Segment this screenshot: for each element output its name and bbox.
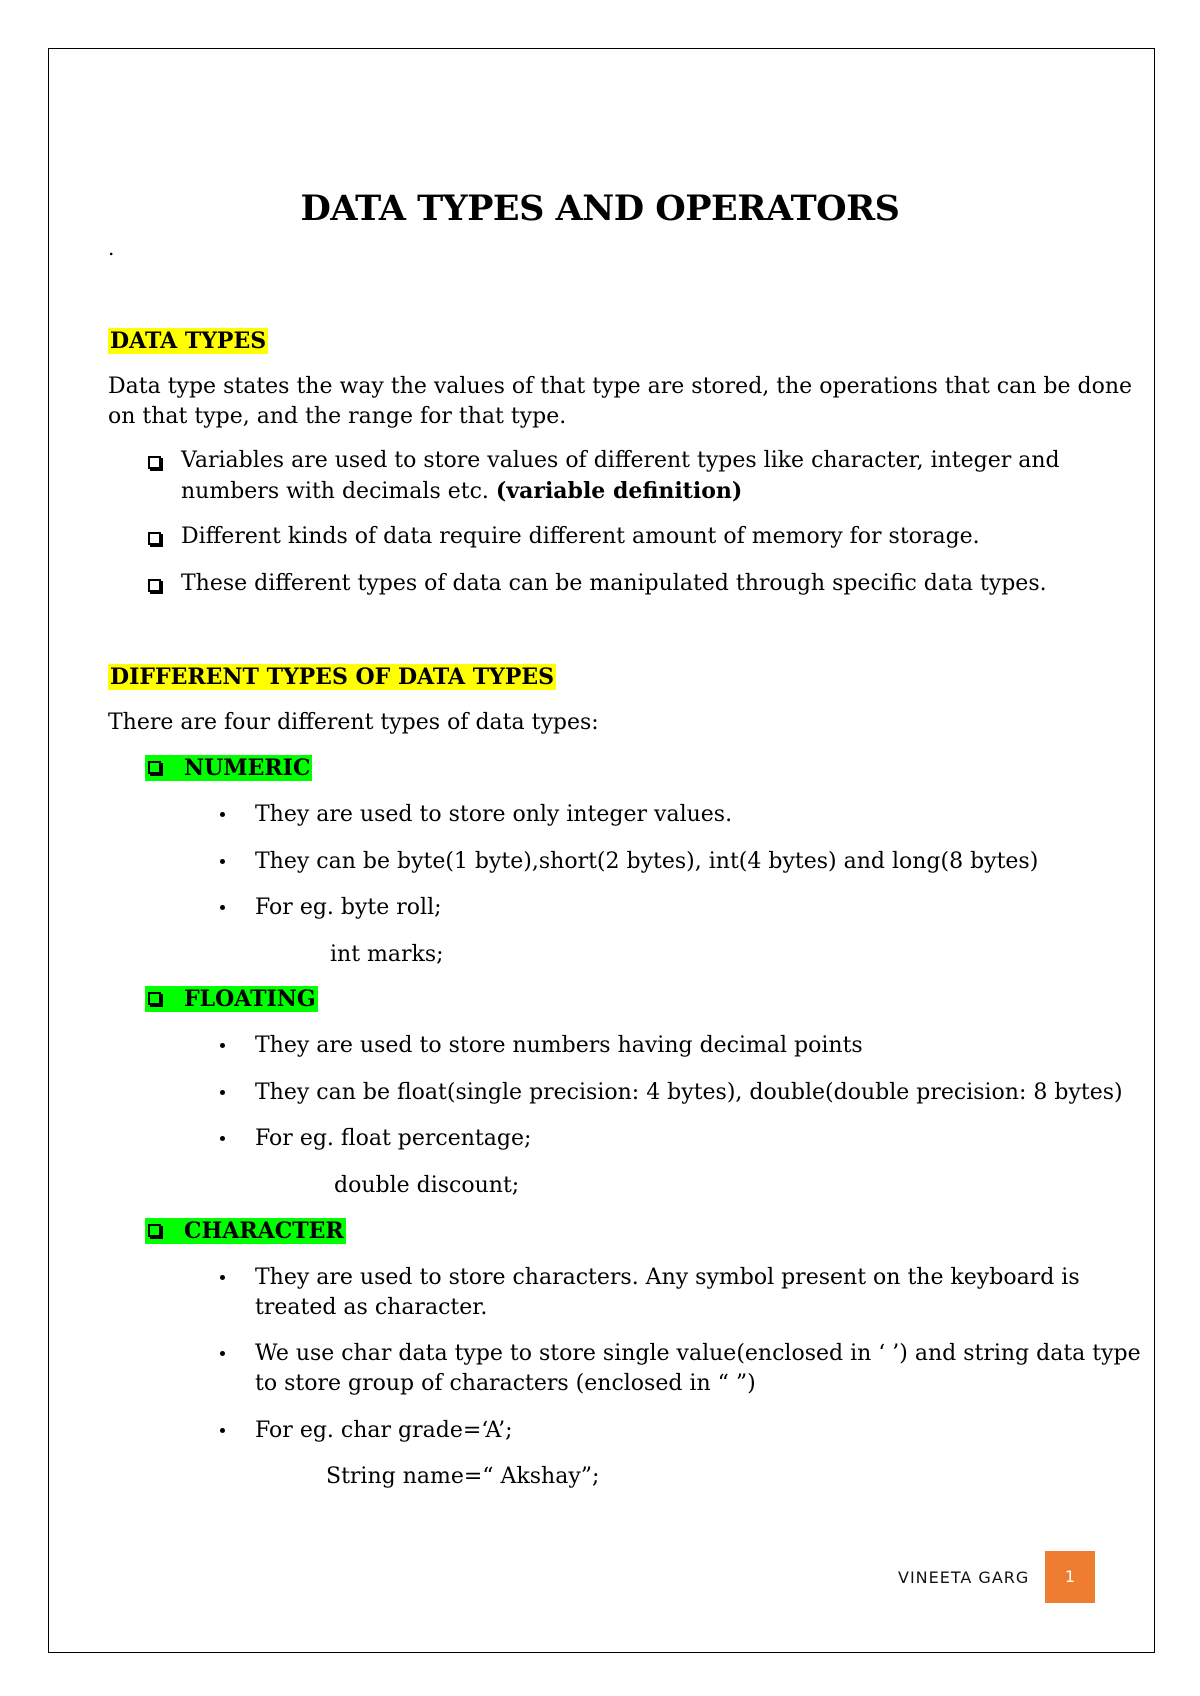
- bullet-dot-icon: [220, 1043, 225, 1048]
- bullet-1-text: numbers with decimals etc.: [181, 479, 496, 504]
- bullet-dot-icon: [220, 1428, 225, 1433]
- bullet-1-line-1: Variables are used to store values of different types like character, integer and: [181, 448, 1060, 473]
- bullet-dot-icon: [220, 812, 225, 817]
- intro-line-1: Data type states the way the values of that type are stored, the operations that can be done: [108, 374, 1133, 399]
- floating-item-2: They can be float(single precision: 4 bytes), double(double precision: 8 bytes): [255, 1080, 1123, 1105]
- character-item-1-line-2: treated as character.: [255, 1295, 488, 1320]
- numeric-item-2: They can be byte(1 byte),short(2 bytes), int(4 bytes) and long(8 bytes): [255, 849, 1039, 874]
- bullet-dot-icon: [220, 1351, 225, 1356]
- checkbox-bullet-icon: [148, 578, 161, 597]
- floating-continuation: double discount;: [334, 1173, 520, 1198]
- character-item-2-line-2: to store group of characters (enclosed in “ ”): [255, 1371, 756, 1396]
- section-heading-different-types: [108, 662, 556, 693]
- bullet-1-bold: (variable definition): [495, 478, 743, 504]
- intro-line-2: on that type, and the range for that type.: [108, 404, 567, 429]
- numeric-label: NUMERIC: [145, 753, 312, 784]
- character-continuation: String name=“ Akshay”;: [326, 1464, 600, 1489]
- bullet-dot-icon: [220, 905, 225, 910]
- floating-item-1: They are used to store numbers having decimal points: [255, 1033, 863, 1058]
- section2-intro: There are four different types of data types:: [108, 710, 599, 735]
- bullet-dot-icon: [220, 1090, 225, 1095]
- checkbox-bullet-icon: [148, 761, 161, 774]
- checkbox-bullet-icon: [148, 1224, 161, 1237]
- checkbox-bullet-icon: [148, 455, 161, 474]
- character-label: CHARACTER: [145, 1216, 346, 1247]
- checkbox-bullet-icon: [148, 531, 161, 550]
- numeric-item-1: They are used to store only integer values.: [255, 802, 733, 827]
- stray-mark: .: [108, 236, 115, 260]
- heading-highlight: DIFFERENT TYPES OF DATA TYPES: [110, 664, 555, 690]
- character-item-2-line-1: We use char data type to store single value(enclosed in ‘ ’) and string data type: [255, 1341, 1141, 1366]
- bullet-dot-icon: [220, 1136, 225, 1141]
- checkbox-bullet-icon: [148, 992, 161, 1005]
- page-number-badge: 1: [1045, 1551, 1095, 1603]
- character-item-1-line-1: They are used to store characters. Any symbol present on the keyboard is: [255, 1265, 1080, 1290]
- bullet-dot-icon: [220, 1275, 225, 1280]
- bullet-3: These different types of data can be manipulated through specific data types.: [181, 571, 1047, 596]
- footer-author: VINEETA GARG: [898, 1568, 1030, 1587]
- heading-highlight: DATA TYPES: [110, 328, 267, 354]
- character-item-3: For eg. char grade=‘A’;: [255, 1418, 513, 1443]
- numeric-continuation: int marks;: [330, 942, 444, 967]
- floating-item-3: For eg. float percentage;: [255, 1126, 532, 1151]
- floating-label: FLOATING: [145, 984, 318, 1015]
- section-heading-data-types: [108, 326, 268, 357]
- page-title: DATA TYPES AND OPERATORS: [300, 188, 900, 229]
- numeric-item-3: For eg. byte roll;: [255, 895, 442, 920]
- bullet-dot-icon: [220, 859, 225, 864]
- bullet-1-line-2: [181, 476, 742, 507]
- bullet-2: Different kinds of data require different amount of memory for storage.: [181, 524, 980, 549]
